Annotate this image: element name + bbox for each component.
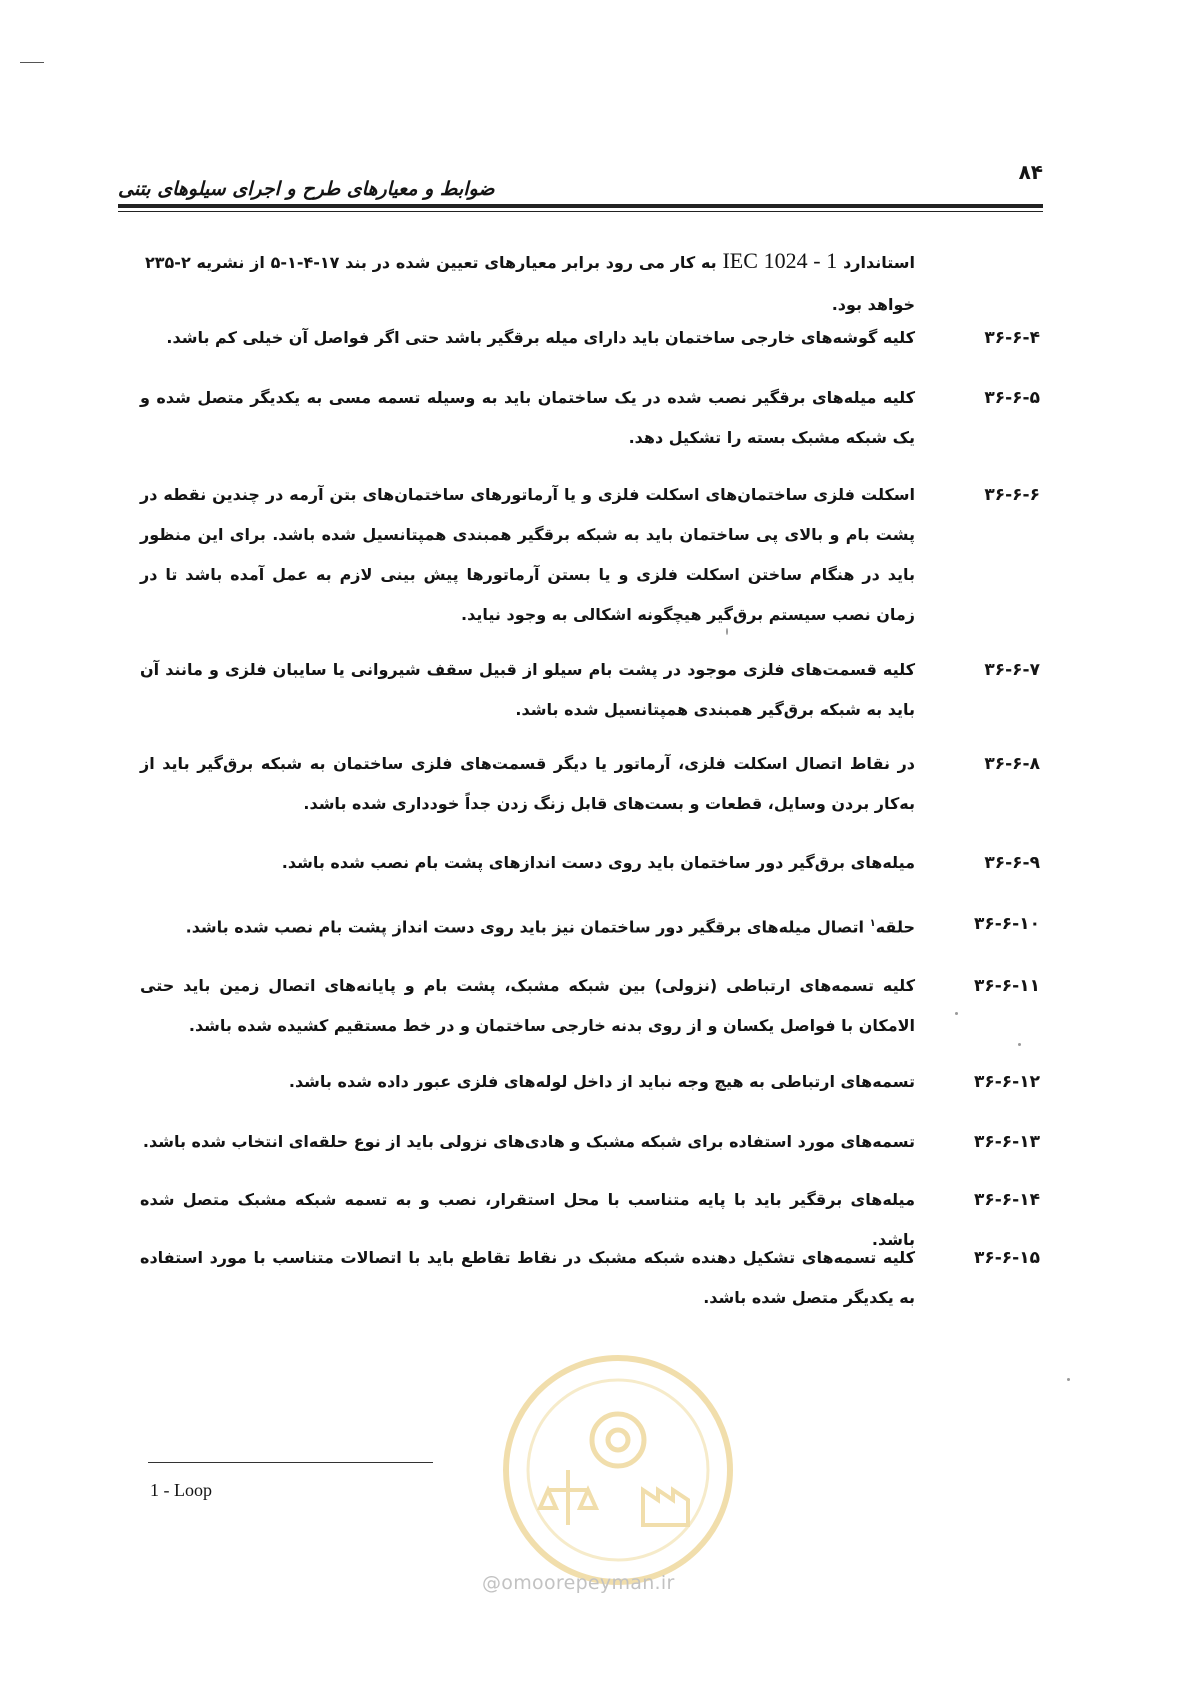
clause xyxy=(140,475,1040,635)
clause-number: ۳۶-۶-۴ xyxy=(984,328,1040,348)
clause-text: کلیه تسمه‌های ارتباطی (نزولی) بین شبکه مشبک، پشت بام و پایانه‌های اتصال زمین باید حتی الامکان با فواصل یکسان و از روی بدنه خارجی ساختمان و در خط مستقیم کشیده شده باشد. xyxy=(140,976,915,1035)
footnote-rule xyxy=(148,1462,433,1463)
clause xyxy=(140,1122,1040,1162)
scan-speck xyxy=(726,628,728,635)
intro-paragraph xyxy=(145,240,915,326)
standard-code: IEC 1024 - 1 xyxy=(722,248,838,273)
gear-icon xyxy=(592,1414,644,1466)
clause-number: ۳۶-۶-۱۴ xyxy=(974,1190,1040,1210)
clause-number: ۳۶-۶-۱۳ xyxy=(974,1132,1040,1152)
clause-text: اسکلت فلزی ساختمان‌های اسکلت فلزی و یا آرماتورهای ساختمان‌های بتن آرمه در چندین نقطه در پشت بام و بالای پی ساختمان باید به شبکه برقگیر همبندی همپتانسیل شده باشد. برای این منظور باید در هنگام ساختن اسکلت فلزی و یا بستن آرماتورها پیش بینی لازم به عمل آمده باشد تا در زمان نصب سیستم برق‌گیر هیچگونه اشکالی به وجود نیاید. xyxy=(140,485,915,624)
clause xyxy=(140,744,1040,824)
clause xyxy=(140,1062,1040,1102)
clause-number: ۳۶-۶-۷ xyxy=(984,660,1040,680)
clause-number: ۳۶-۶-۱۰ xyxy=(974,914,1040,934)
seal-ring xyxy=(506,1358,730,1582)
clause-text: کلیه قسمت‌های فلزی موجود در پشت بام سیلو از قبیل سقف شیروانی یا سایبان فلزی و مانند آن باید به شبکه برق‌گیر همبندی همپتانسیل شده باشد. xyxy=(140,660,915,719)
running-header xyxy=(118,160,1043,220)
clause xyxy=(140,318,1040,358)
clause-number: ۳۶-۶-۸ xyxy=(984,754,1040,774)
clause xyxy=(140,904,1040,947)
clause-text: تسمه‌های مورد استفاده برای شبکه مشبک و هادی‌های نزولی باید از نوع حلقه‌ای انتخاب شده باشد. xyxy=(142,1132,915,1151)
scan-speck xyxy=(1067,1378,1070,1381)
clause-text: در نقاط اتصال اسکلت فلزی، آرماتور یا دیگر قسمت‌های فلزی ساختمان به شبکه برق‌گیر باید از به‌کار بردن وسایل، قطعات و بست‌های قابل زنگ زدن جداً خودداری شده باشد. xyxy=(140,754,915,813)
clause xyxy=(140,843,1040,883)
clause-text: میله‌های برقگیر باید با پایه متناسب با محل استقرار، نصب و به تسمه شبکه مشبک متصل شده باشد. xyxy=(140,1190,915,1249)
clause-text-rest: اتصال میله‌های برقگیر دور ساختمان نیز باید روی دست انداز پشت بام نصب شده باشد. xyxy=(185,917,870,937)
clause-number: ۳۶-۶-۱۵ xyxy=(974,1248,1040,1268)
clause-number: ۳۶-۶-۱۲ xyxy=(974,1072,1040,1092)
clause-text: کلیه تسمه‌های تشکیل دهنده شبکه مشبک در نقاط تقاطع باید با اتصالات متناسب با مورد استفاده به یکدیگر متصل شده باشد. xyxy=(140,1248,915,1307)
clause-number: ۳۶-۶-۱۱ xyxy=(974,976,1040,996)
clause xyxy=(140,966,1040,1046)
clause-text: میله‌های برق‌گیر دور ساختمان باید روی دست اندازهای پشت بام نصب شده باشد. xyxy=(281,853,915,872)
running-title: ضوابط و معیارهای طرح و اجرای سیلوهای بتنی xyxy=(118,178,495,200)
clause xyxy=(140,378,1040,458)
clause xyxy=(140,650,1040,730)
footnote-mark: ۱ xyxy=(869,918,876,929)
clause-text xyxy=(140,904,915,947)
clause-number: ۳۶-۶-۵ xyxy=(984,388,1040,408)
clause xyxy=(140,1238,1040,1318)
clause-text: تسمه‌های ارتباطی به هیچ وجه نباید از داخل لوله‌های فلزی عبور داده شده باشد. xyxy=(288,1072,915,1091)
corner-mark xyxy=(20,62,44,63)
header-rule-thick xyxy=(118,204,1043,208)
factory-icon xyxy=(643,1490,688,1525)
intro-before: استاندارد xyxy=(843,253,915,272)
loop-term: حلقه xyxy=(875,917,915,937)
clause-text: کلیه میله‌های برقگیر نصب شده در یک ساختمان باید به وسیله تسمه مسی به یکدیگر متصل شده و یک شبکه مشبک بسته را تشکیل دهد. xyxy=(140,388,915,447)
clause-number: ۳۶-۶-۶ xyxy=(984,485,1040,505)
clause-number: ۳۶-۶-۹ xyxy=(984,853,1040,873)
scales-icon xyxy=(540,1470,596,1525)
intro-after: به کار می رود برابر معیارهای تعیین شده در بند ۱۷-۴-۱-۵ از نشریه ۲-۲۳۵ خواهد بود. xyxy=(145,253,915,314)
scan-speck xyxy=(955,1012,958,1015)
page-number: ۸۴ xyxy=(1018,160,1043,184)
footnote: 1 - Loop xyxy=(150,1480,212,1500)
watermark-url: @omoorepeyman.ir xyxy=(482,1572,675,1594)
header-rule-thin xyxy=(118,211,1043,212)
clause-text: کلیه گوشه‌های خارجی ساختمان باید دارای میله برقگیر باشد حتی اگر فواصل آن خیلی کم باشد. xyxy=(166,328,915,347)
scan-speck xyxy=(1018,1043,1021,1046)
